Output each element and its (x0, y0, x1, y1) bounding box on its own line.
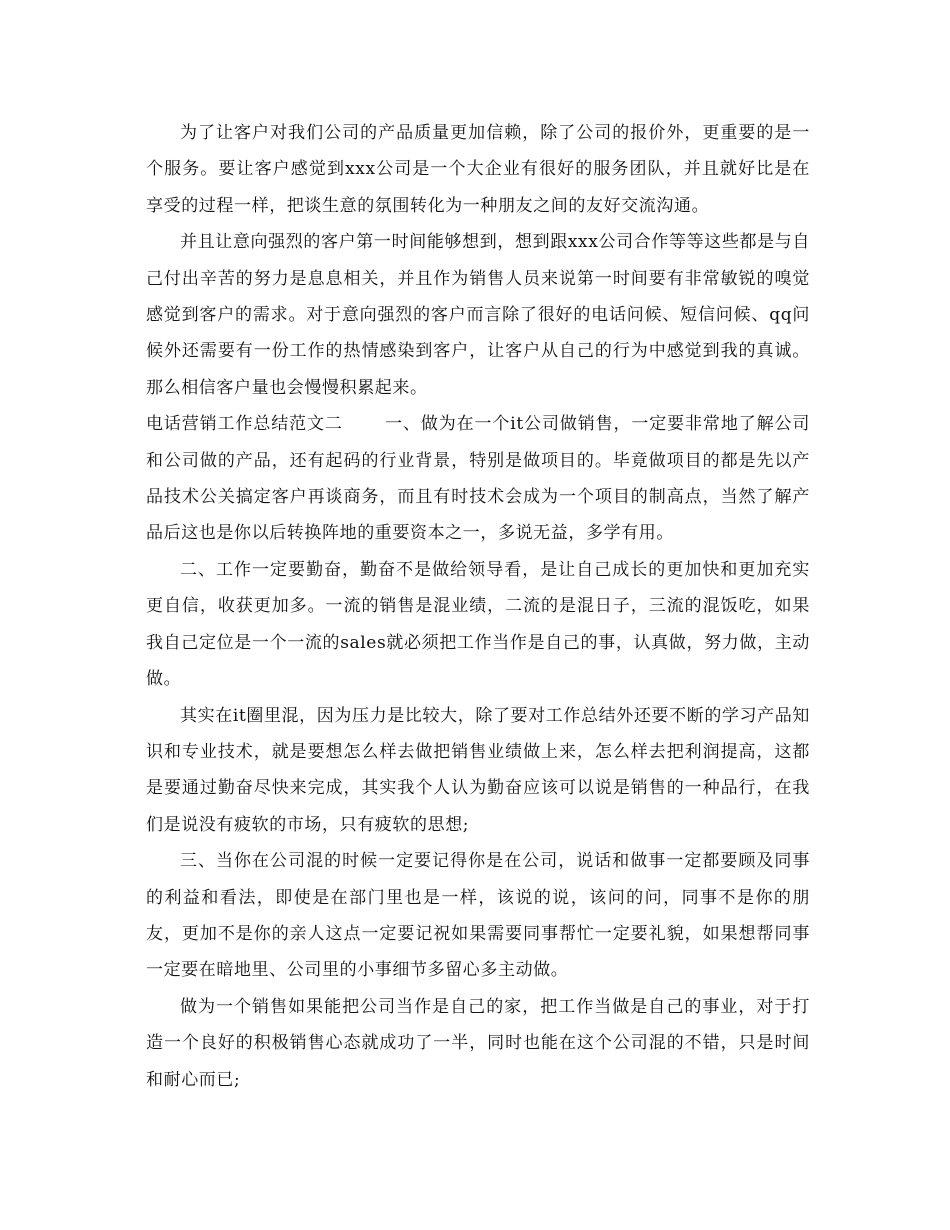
paragraph-5: 其实在it圈里混，因为压力是比较大，除了要对工作总结外还要不断的学习产品知识和专业技术，就是要想怎么样去做把销售业绩做上来，怎么样去把利润提高，这都是要通过勤奋尽快来完成，其实我个人认为勤奋应该可以说是销售的一种品行，在我们是说没有疲软的市场，只有疲软的思想; (146, 705, 810, 835)
paragraph-4: 二、工作一定要勤奋，勤奋不是做给领导看，是让自己成长的更加快和更加充实更自信，收获更加多。一流的销售是混业绩，二流的是混日子，三流的混饭吃，如果我自己定位是一个一流的sales就必须把工作当作是自己的事，认真做，努力做，主动做。 (146, 559, 810, 690)
paragraph-1: 为了让客户对我们公司的产品质量更加信赖，除了公司的报价外，更重要的是一个服务。要让客户感觉到xxx公司是一个大企业有很好的服务团队，并且就好比是在享受的过程一样，把谈生意的氛围转化为一种朋友之间的友好交流沟通。 (146, 123, 810, 216)
section-paragraph (146, 406, 810, 552)
paragraph-2: 并且让意向强烈的客户第一时间能够想到，想到跟xxx公司合作等等这些都是与自己付出辛苦的努力是息息相关，并且作为销售人员来说第一时间要有非常敏锐的嗅觉感觉到客户的需求。对于意向强烈的客户而言除了很好的电话问候、短信问候、qq问候外还需要有一份工作的热情感染到客户，让客户从自己的行为中感觉到我的真诚。那么相信客户量也会慢慢积累起来。 (146, 232, 810, 398)
paragraph-7: 做为一个销售如果能把公司当作是自己的家，把工作当做是自己的事业，对于打造一个良好的积极销售心态就成功了一半，同时也能在这个公司混的不错，只是时间和耐心而已; (146, 996, 810, 1090)
paragraph-6: 三、当你在公司混的时候一定要记得你是在公司，说话和做事一定都要顾及同事的利益和看法，即使是在部门里也是一样，该说的说，该问的问，同事不是你的朋友，更加不是你的亲人这点一定要记祝如果需要同事帮忙一定要礼貌，如果想帮同事一定要在暗地里、公司里的小事细节多留心多主动做。 (146, 851, 810, 981)
document-body (146, 115, 810, 1098)
section-title: 电话营销工作总结范文二 (146, 414, 343, 435)
section-first-paragraph: 一、做为在一个it公司做销售，一定要非常地了解公司和公司做的产品，还有起码的行业背景，特别是做项目的。毕竟做项目的都是先以产品技术公关搞定客户再谈商务，而且有时技术会成为一个项目的制高点，当然了解产品后这也是你以后转换阵地的重要资本之一，多说无益，多学有用。 (146, 414, 810, 544)
